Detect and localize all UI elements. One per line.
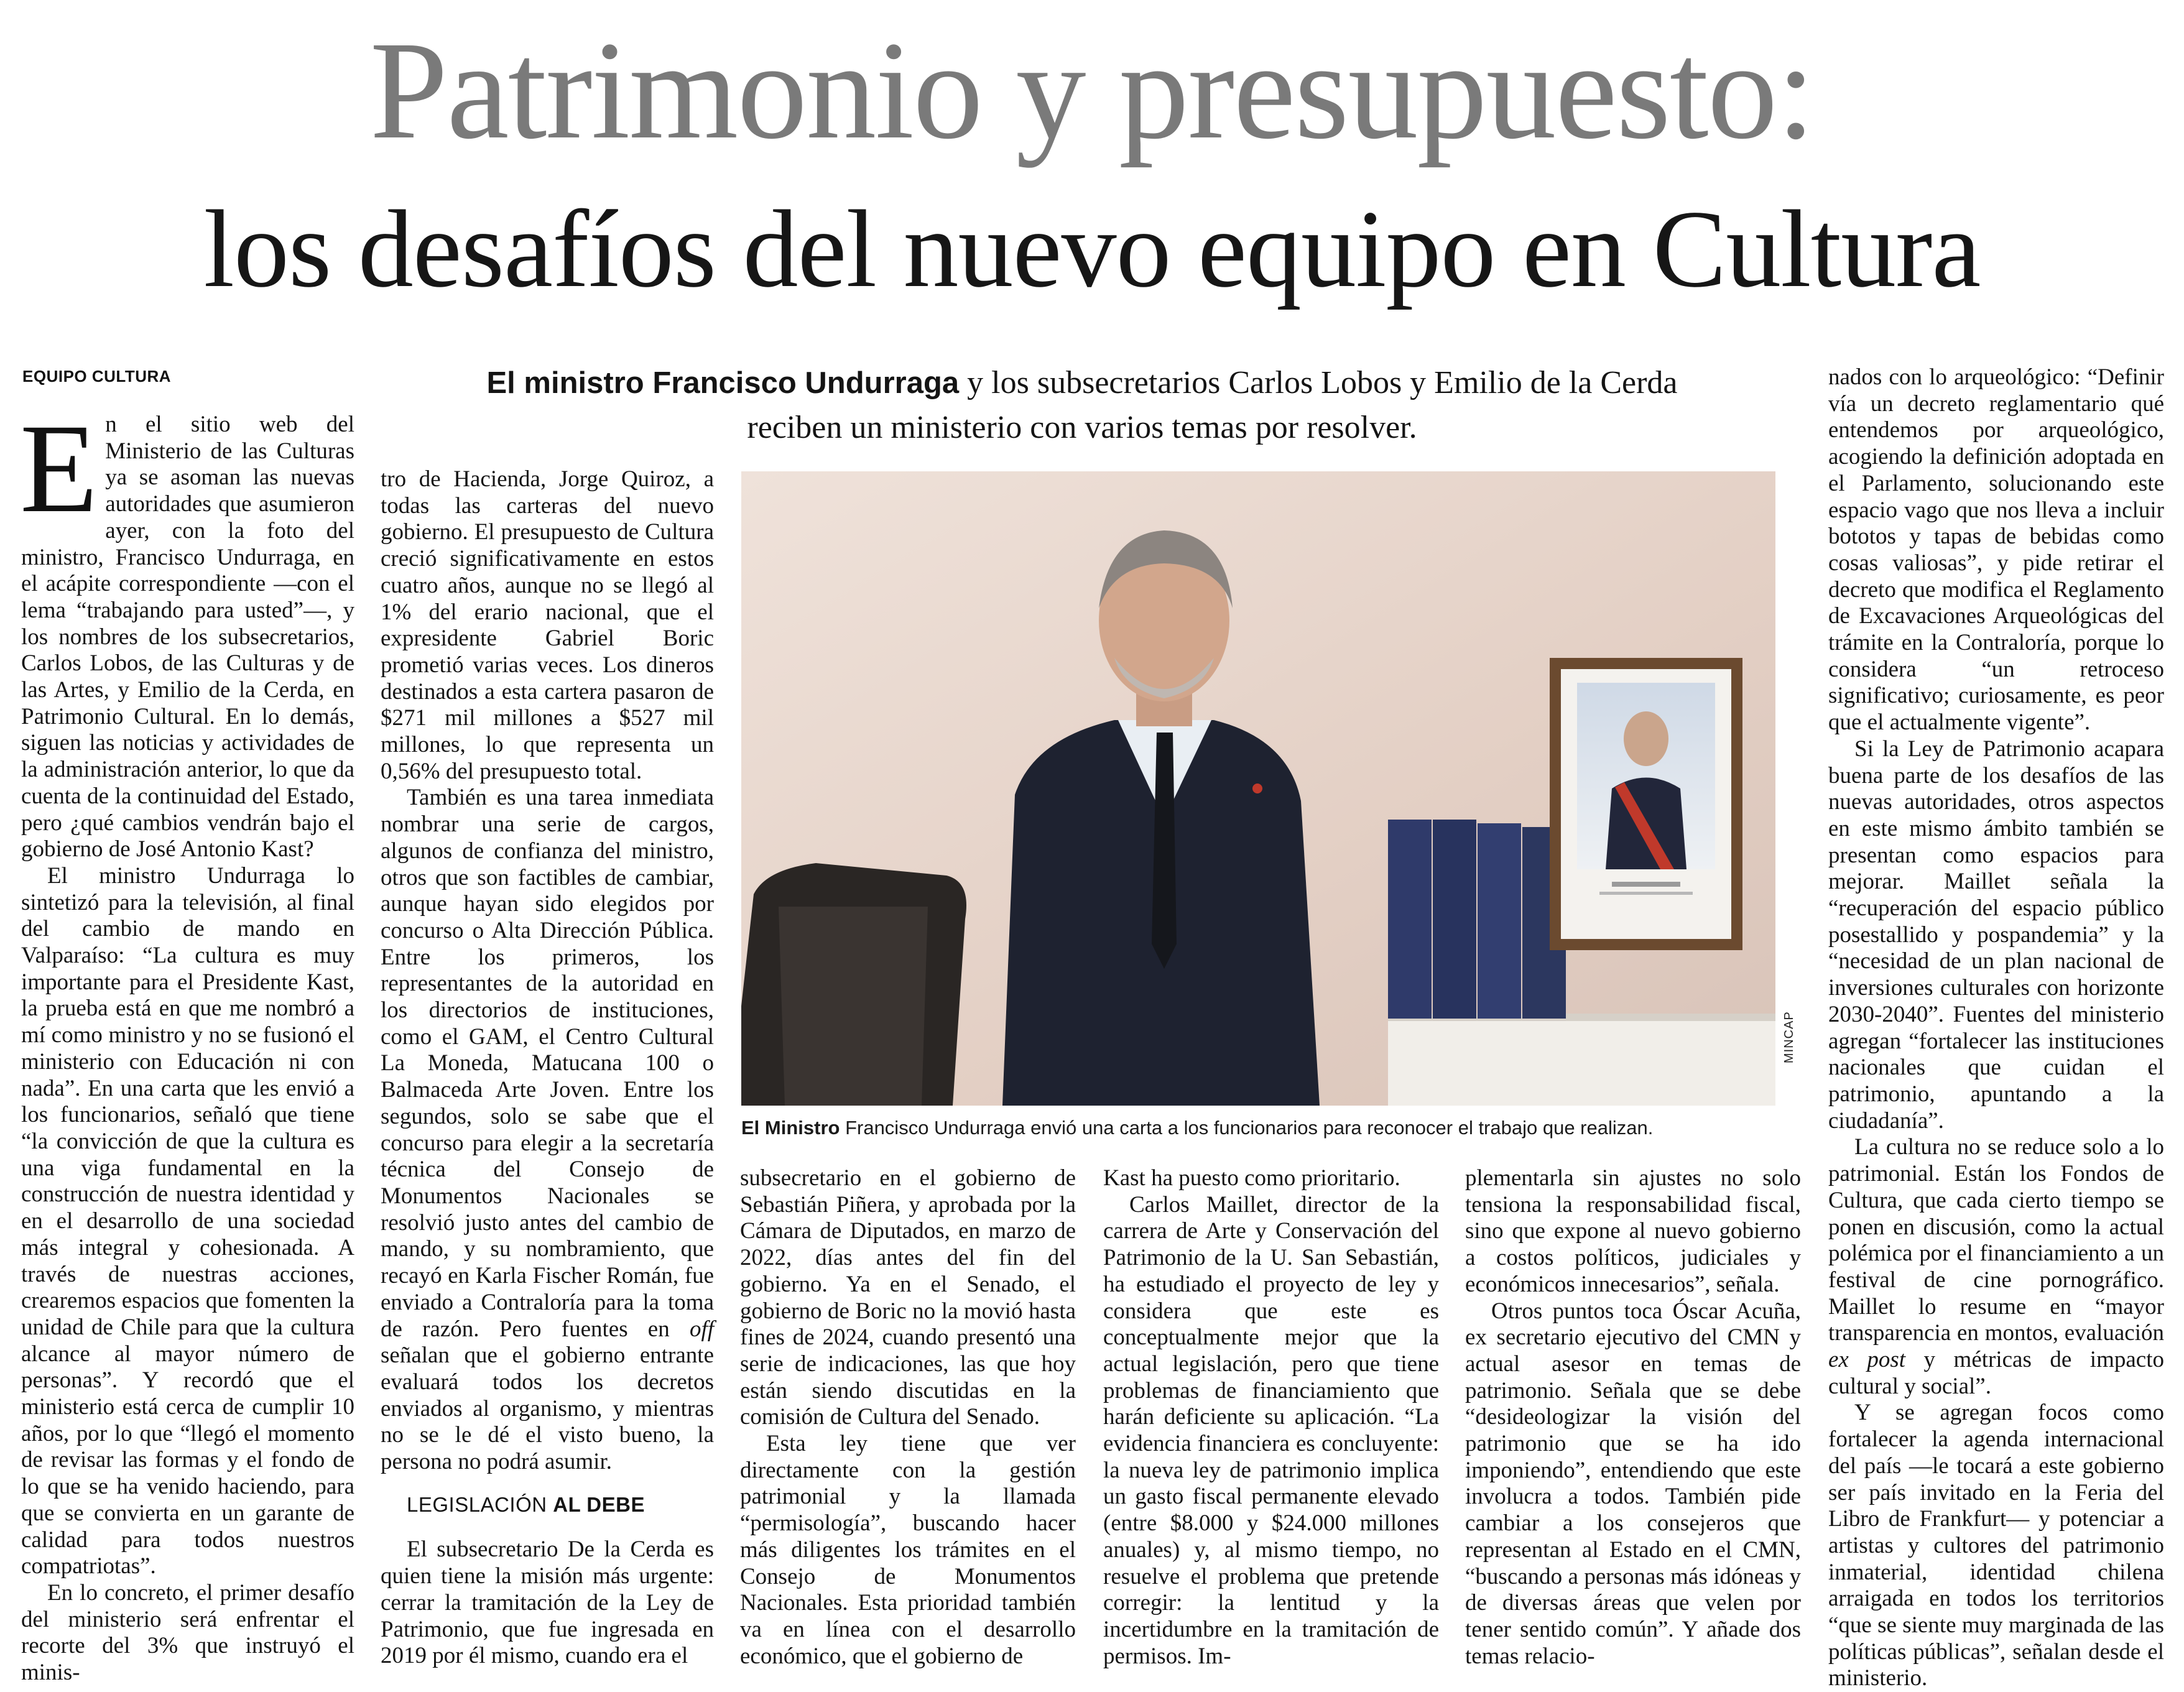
col6-paragraph-1: nados con lo arqueológico: “Definir vía un decreto reglamentario qué entendemos por arqueológico, acogiendo la definición adoptada en el Parlamento, solucionando este espacio vago que nos lleva a incluir bototos y tapas de bebidas como cosas valiosas”, y pide retirar el decreto que modifica el Reglamento de Excavaciones Arqueológicas del trámite en la Contraloría, porque lo considera “un retroceso significativo; curiosamente, es peor que el actualmente vigente”. xyxy=(1828,364,2164,736)
col2-p2-em: off xyxy=(689,1316,714,1342)
column-2 xyxy=(381,466,714,1670)
col6-paragraph-2: Si la Ley de Patrimonio acapara buena parte de los desafíos de las nuevas autoridades, otros aspectos en este mismo ámbito también se presentan como espacios para mejorar. Maillet señala la “recuperación del espacio público posestallido y pospandemia” y la “necesidad de un plan nacional de inversiones culturales con horizonte 2030-2040”. Fuentes del ministerio agregan “fortalecer las instituciones nacionales que cuidan el patrimonio, apuntando a la ciudadanía”. xyxy=(1828,736,2164,1134)
deck xyxy=(367,361,1797,450)
col3-paragraph-2: Esta ley tiene que ver directamente con la gestión patrimonial y la llamada “permisología”, buscando hacer más diligentes los trámites en el Consejo de Monumentos Nacionales. Esta prioridad también va en línea con el desarrollo económico, que el gobierno de xyxy=(740,1431,1076,1669)
col6-p3-post: y métricas de impacto cultural y social”. xyxy=(1828,1347,2164,1399)
column-4 xyxy=(1103,1165,1439,1670)
col2-p2-post: señalan que el gobierno entrante evaluará todos los decretos enviados al organismo, y mientras no se le dé el visto bueno, la persona no podrá asumir. xyxy=(381,1343,714,1475)
col5-paragraph-1: plementarla sin ajustes no solo tensiona la responsabilidad fiscal, sino que expone al nuevo gobierno a costos políticos, judiciales y económicos innecesarios”, señala. xyxy=(1465,1165,1801,1297)
caption-bold: El Ministro xyxy=(741,1117,840,1139)
col3-paragraph-1: subsecretario en el gobierno de Sebastián Piñera, y aprobada por la Cámara de Diputados, en marzo de 2022, días antes del fin del gobierno. Ya en el Senado, el gobierno de Boric no la movió hasta fines de 2024, cuando presentó una serie de indicaciones, las que hoy están siendo discutidas en la comisión de Cultura del Senado. xyxy=(740,1165,1076,1430)
headline-line-2: los desafíos del nuevo equipo en Cultura xyxy=(203,187,1981,310)
col1-p1-text: n el sitio web del Ministerio de las Culturas ya se asoman las nuevas autoridades que asumieron ayer, con la foto del ministro, Francisco Undurraga, en el acápite correspondiente —con el lema “trabajando para usted”—, y los nombres de los subsecretarios, Carlos Lobos, de las Culturas y de las Artes, y Emilio de la Cerda, en Patrimonio Cultural. En lo demás, siguen las noticias y actividades de la administración anterior, lo que da cuenta de la continuidad del Estado, pero ¿qué cambios vendrán bajo el gobierno de José Antonio Kast? xyxy=(21,412,354,862)
col2-paragraph-2 xyxy=(381,785,714,1475)
minister-photo xyxy=(741,471,1775,1106)
deck-line-2: reciben un ministerio con varios temas por resolver. xyxy=(747,410,1417,445)
col6-p3-em: ex post xyxy=(1828,1347,1906,1373)
col1-paragraph-2: El ministro Undurraga lo sintetizó para la televisión, al final del cambio de mando en Valparaíso: “La cultura es muy importante para el Presidente Kast, la prueba está en que me nombró a mí como ministro y no se fusionó el ministerio con Educación ni con nada”. En una carta que les envió a los funcionarios, señaló que tiene “la convicción de que la cultura es una viga fundamental en la construcción de nuestra identidad y en el desarrollo de una sociedad más integral y cohesionada. A través de nuestras acciones, crearemos espacios que fomenten la unidad de Chile para que la cultura alcance al mayor número de personas”. Y recordó que el ministerio está cerca de cumplir 10 años, por lo que “llegó el momento de revisar las formas y el fondo de lo que se ha venido haciendo, para que se convierta en un garante de calidad para todos nuestros compatriotas”. xyxy=(21,862,354,1579)
column-3 xyxy=(740,1165,1076,1670)
column-6 xyxy=(1828,364,2164,1692)
col6-paragraph-4: Y se agregan focos como fortalecer la agenda internacional del país —le tocará a este gobierno ser país invitado en la Feria del Libro de Frankfurt— y potenciar a artistas y cultores del patrimonio inmaterial, identidad chilena arraigada en todos los territorios “que se siente muy marginada de las políticas públicas”, señalan desde el ministerio. xyxy=(1828,1400,2164,1691)
photo-credit: MINCAP xyxy=(1782,1011,1796,1063)
col1-paragraph-3: En lo concreto, el primer desafío del ministerio será enfrentar el recorte del 3% que instruyó el minis- xyxy=(21,1579,354,1686)
photo-caption xyxy=(741,1117,1798,1139)
col2-paragraph-1: tro de Hacienda, Jorge Quiroz, a todas las carteras del nuevo gobierno. El presupuesto de Cultura creció significativamente en estos cuatro años, aunque no se llegó al 1% del erario nacional, que el expresidente Gabriel Boric prometió varias veces. Los dineros destinados a esta cartera pasaron de $271 mil millones a $527 mil millones, lo que representa un 0,56% del presupuesto total. xyxy=(381,466,714,784)
column-1 xyxy=(20,398,354,1686)
subhead-legislacion xyxy=(381,1492,714,1519)
section-label: EQUIPO CULTURA xyxy=(22,367,172,386)
col5-paragraph-2: Otros puntos toca Óscar Acuña, ex secretario ejecutivo del CMN y actual asesor en temas de patrimonio. Señala que se debe “desideologizar la visión del patrimonio que se ha ido imponiendo”, entendiendo que este involucra a todos. También pide cambiar a los consejeros que representan al Estado en el CMN, “buscando a personas más idóneas y de diversas áreas que velen por tener sentido común”. Y añade dos temas relacio- xyxy=(1465,1298,1801,1669)
column-5 xyxy=(1465,1165,1801,1670)
col4-paragraph-2: Carlos Maillet, director de la carrera de Arte y Conservación del Patrimonio de la U. San Sebastián, ha estudiado el proyecto de ley y considera que este es conceptualmente mejor que la actual legislación, pero que tiene problemas de financiamiento que harán deficiente su aplicación. “La evidencia financiera es concluyente: la nueva ley de patrimonio implica un gasto fiscal permanente elevado (entre $8.000 y $24.000 millones anuales) y, al mismo tiempo, no resuelve el problema que pretende corregir: la lentitud y la incertidumbre en la tramitación de permisos. Im- xyxy=(1103,1191,1439,1669)
col2-paragraph-3: El subsecretario De la Cerda es quien tiene la misión más urgente: cerrar la tramitación de la Ley de Patrimonio, que fue ingresada en 2019 por él mismo, cuando era el xyxy=(381,1537,714,1669)
col2-p2-pre: También es una tarea inmediata nombrar una serie de cargos, algunos de confianza del ministro, otros que son factibles de cambiar, aunque hayan sido elegidos por concurso o Alta Dirección Pública. Entre los primeros, los representantes de la autoridad en los directorios de instituciones, como el GAM, el Centro Cultural La Moneda, Matucana 100 o Balmaceda Arte Joven. Entre los segundos, solo se sabe que el concurso para elegir a la secretaría técnica del Consejo de Monumentos Nacionales se resolvió justo antes del cambio de mando, y su nombramiento, que recayó en Karla Fischer Román, fue enviado a Contraloría para la toma de razón. Pero fuentes en xyxy=(381,785,714,1342)
col6-paragraph-3 xyxy=(1828,1134,2164,1400)
drop-cap: E xyxy=(20,398,98,539)
caption-rest: Francisco Undurraga envió una carta a los funcionarios para reconocer el trabajo que realizan. xyxy=(840,1117,1654,1139)
photo-illustration xyxy=(741,471,1775,1106)
headline-line-1: Patrimonio y presupuesto: xyxy=(369,12,1815,168)
subhead-bold: AL DEBE xyxy=(553,1492,645,1516)
subhead-light: LEGISLACIÓN xyxy=(407,1492,553,1516)
col6-p3-pre: La cultura no se reduce solo a lo patrimonial. Están los Fondos de Cultura, que cada cierto tiempo se ponen en discusión, como la actual polémica por el financiamiento a un festival de cine pornográfico. Maillet lo resume en “mayor transparencia en montos, evaluación xyxy=(1828,1134,2164,1346)
deck-bold: El ministro Francisco Undurraga xyxy=(486,366,960,400)
deck-rest: y los subsecretarios Carlos Lobos y Emilio de la Cerda xyxy=(959,365,1678,400)
col4-paragraph-1: Kast ha puesto como prioritario. xyxy=(1103,1165,1400,1191)
col1-paragraph-1 xyxy=(20,398,354,863)
